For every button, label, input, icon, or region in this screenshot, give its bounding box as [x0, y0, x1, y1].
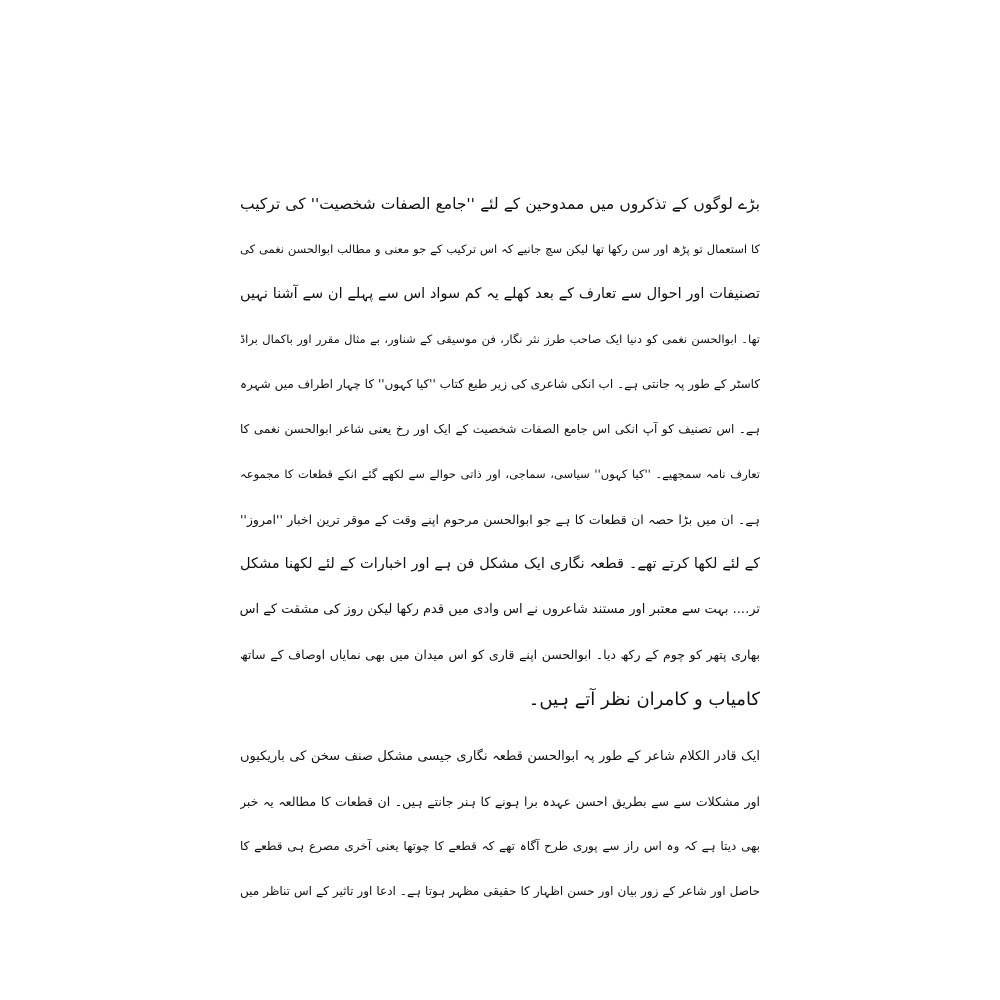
paragraph — [240, 182, 760, 722]
paragraph — [240, 734, 760, 914]
text-line: کے لئے لکھا کرتے تھے۔ قطعہ نگاری ایک مشکل فن ہے اور اخبارات کے لئے لکھنا مشکل — [240, 556, 760, 572]
text-line: بڑے لوگوں کے تذکروں میں ممدوحین کے لئے ''جامع الصفات شخصیت'' کی ترکیب — [240, 195, 760, 213]
text-line: تھا۔ ابوالحسن نغمی کو دنیا ایک صاحب طرز نثر نگار، فن موسیقی کے شناور، بے مثال مقرر اور باکمال براڈ — [240, 332, 760, 346]
text-line: تعارف نامہ سمجھیے۔ ''کیا کہوں'' سیاسی، سماجی، اور ذاتی حوالے سے لکھے گئے انکے قطعات کا مجموعہ — [240, 467, 760, 481]
text-line: بھی دیتا ہے کہ وہ اس راز سے پوری طرح آگاہ تھے کہ قطعے کا چوتھا یعنی آخری مصرع ہی قطعے کا — [240, 839, 760, 853]
text-line: کا استعمال تو پڑھ اور سن رکھا تھا لیکن سچ جانیے کہ اس ترکیب کے جو معنی و مطالب ابوالحسن نغمی کی — [240, 242, 760, 256]
text-line: کامیاب و کامران نظر آتے ہیں۔ — [528, 689, 760, 710]
text-line: ہے۔ ان میں بڑا حصہ ان قطعات کا ہے جو ابوالحسن مرحوم اپنے وقت کے موقر ترین اخبار ''امروز'' — [240, 512, 760, 527]
text-line: حاصل اور شاعر کے زور بیان اور حسن اظہار کا حقیقی مظہر ہوتا ہے۔ ادعا اور تاثیر کے اس تناظر میں — [240, 884, 760, 898]
text-line: ایک قادر الکلام شاعر کے طور پہ ابوالحسن قطعہ نگاری جیسی مشکل صنف سخن کی باریکیوں — [240, 749, 760, 764]
text-line: کاسٹر کے طور پہ جانتی ہے۔ اب انکی شاعری کی زیر طبع کتاب ''کیا کہوں'' کا چہار اطراف میں شہرہ — [240, 377, 760, 391]
text-line: اور مشکلات سے سے بطریق احسن عہدہ برا ہونے کا ہنر جانتے ہیں۔ ان قطعات کا مطالعہ یہ خبر — [240, 794, 760, 809]
paragraph-gap — [240, 722, 760, 734]
text-line: بھاری پتھر کو چوم کے رکھ دیا۔ ابوالحسن اپنے قاری کو اس میدان میں بھی نمایاں اوصاف کے ساتھ — [240, 647, 760, 662]
text-line: تر.... بہت سے معتبر اور مستند شاعروں نے اس وادی میں قدم رکھا لیکن روز کی مشقت کے اس — [240, 602, 760, 617]
text-line: تصنیفات اور احوال سے تعارف کے بعد کھلے یہ کم سواد اس سے پہلے ان سے آشنا نہیں — [240, 286, 760, 302]
body-text — [240, 182, 760, 914]
text-line: ہے۔ اس تصنیف کو آپ انکی اس جامع الصفات شخصیت کے ایک اور رخ یعنی شاعر ابوالحسن نغمی کا — [240, 422, 760, 436]
